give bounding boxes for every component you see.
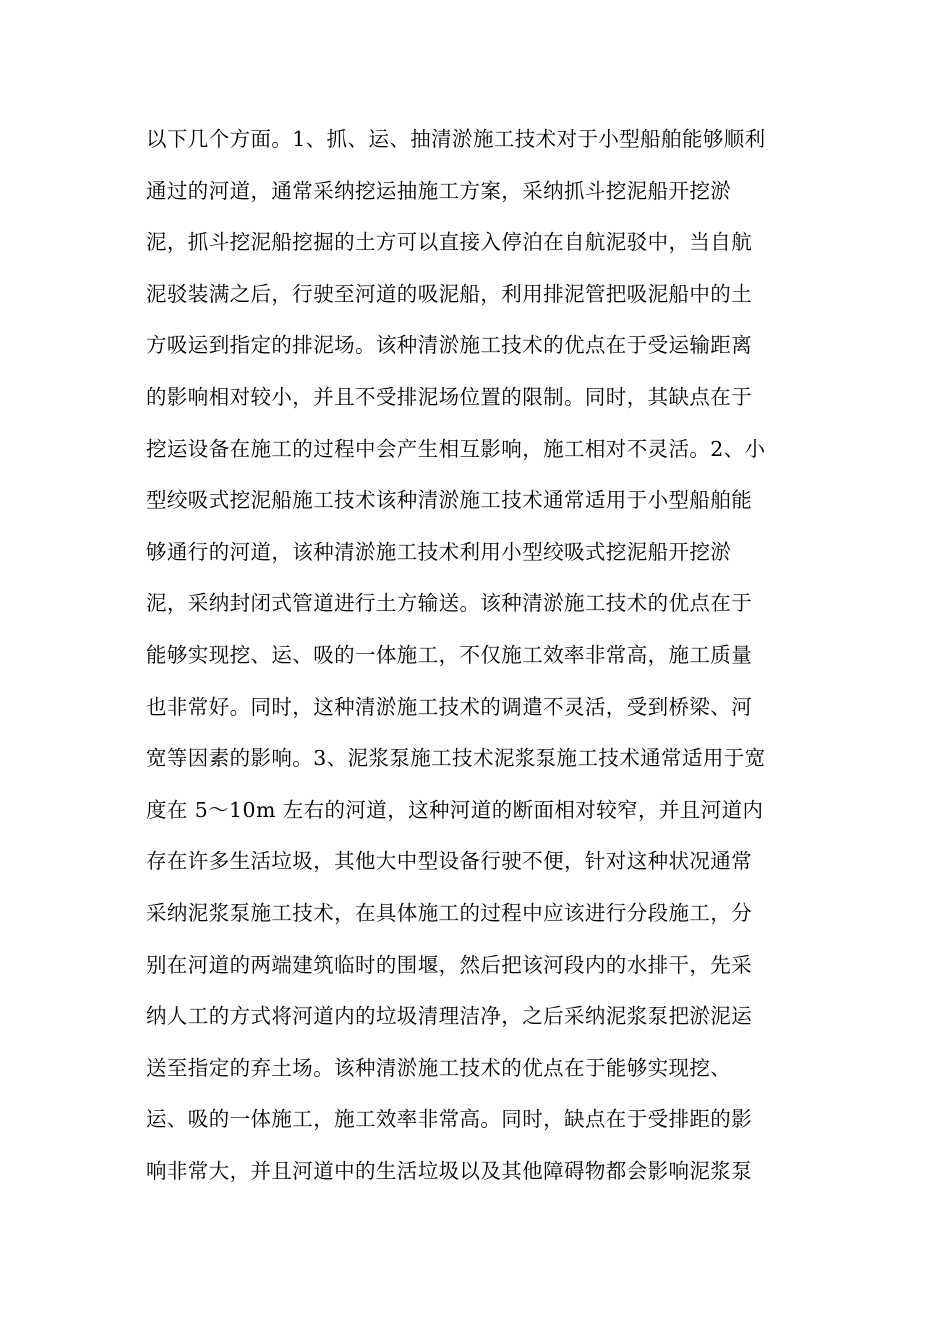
- text-line: 也非常好。同时，这种清淤施工技术的调遣不灵活，受到桥梁、河: [146, 694, 753, 719]
- text-line: 送至指定的弃土场。该种清淤施工技术的优点在于能够实现挖、: [146, 1055, 732, 1080]
- text-line: 的影响相对较小，并且不受排泥场位置的限制。同时，其缺点在于: [146, 384, 753, 409]
- text-line: 挖运设备在施工的过程中会产生相互影响，施工相对不灵活。2、小: [146, 436, 766, 461]
- text-line: 够通行的河道，该种清淤施工技术利用小型绞吸式挖泥船开挖淤: [146, 539, 732, 564]
- text-line: 存在许多生活垃圾，其他大中型设备行驶不便，针对这种状况通常: [146, 849, 753, 874]
- text-line: 能够实现挖、运、吸的一体施工，不仅施工效率非常高，施工质量: [146, 642, 753, 667]
- text-line: 通过的河道，通常采纳挖运抽施工方案，采纳抓斗挖泥船开挖淤: [146, 178, 732, 203]
- text-line: 别在河道的两端建筑临时的围堰，然后把该河段内的水排干，先采: [146, 952, 753, 977]
- text-line: 响非常大，并且河道中的生活垃圾以及其他障碍物都会影响泥浆泵: [146, 1158, 753, 1183]
- body-paragraph: [146, 114, 826, 1197]
- text-line: 宽等因素的影响。3、泥浆泵施工技术泥浆泵施工技术通常适用于宽: [146, 746, 766, 771]
- text-line: 泥，抓斗挖泥船挖掘的土方可以直接入停泊在自航泥驳中，当自航: [146, 230, 753, 255]
- text-line: 型绞吸式挖泥船施工技术该种清淤施工技术通常适用于小型船舶能: [146, 488, 753, 513]
- text-line: 泥，采纳封闭式管道进行土方输送。该种清淤施工技术的优点在于: [146, 591, 753, 616]
- text-line: 泥驳装满之后，行驶至河道的吸泥船，利用排泥管把吸泥船中的土: [146, 281, 753, 306]
- text-line: 采纳泥浆泵施工技术，在具体施工的过程中应该进行分段施工，分: [146, 900, 753, 925]
- text-line: 方吸运到指定的排泥场。该种清淤施工技术的优点在于受运输距离: [146, 333, 753, 358]
- text-line: 以下几个方面。1、抓、运、抽清淤施工技术对于小型船舶能够顺利: [146, 127, 766, 151]
- text-line: 度在 5～10m 左右的河道，这种河道的断面相对较窄，并且河道内: [146, 797, 764, 822]
- text-line: 运、吸的一体施工，施工效率非常高。同时，缺点在于受排距的影: [146, 1107, 753, 1132]
- text-line: 纳人工的方式将河道内的垃圾清理洁净，之后采纳泥浆泵把淤泥运: [146, 1004, 753, 1029]
